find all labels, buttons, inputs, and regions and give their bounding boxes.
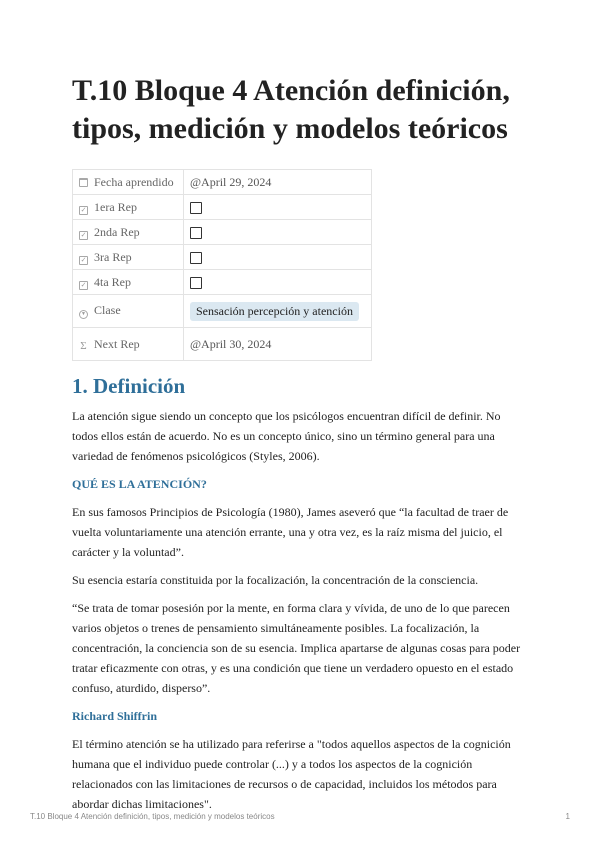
paragraph: La atención sigue siendo un concepto que los psicólogos encuentran difícil de definir. No todos ellos están de acuerdo. No es un concepto único, sino un término general para una variedad de fenómenos psicológicos (Styles, 2006).: [72, 409, 501, 463]
property-value[interactable]: @April 29, 2024: [184, 170, 372, 195]
page-title: T.10 Bloque 4 Atención definición, tipos, medición y modelos teóricos: [72, 74, 510, 145]
footer-title: T.10 Bloque 4 Atención definición, tipos, medición y modelos teóricos: [30, 812, 275, 821]
property-value: [184, 220, 372, 245]
property-row: [73, 328, 372, 361]
property-key: Fecha aprendido: [73, 170, 184, 195]
checkbox-2nda-rep[interactable]: [190, 227, 202, 239]
property-value: [184, 270, 372, 295]
checkbox-property-icon: ✓: [80, 280, 87, 289]
property-row: [73, 245, 372, 270]
subheading: Richard Shiffrin: [72, 709, 158, 723]
page-footer: [30, 812, 570, 821]
property-key: ✓ 1era Rep: [73, 195, 184, 220]
property-row: [73, 170, 372, 195]
checkbox-property-icon: ✓: [80, 255, 87, 264]
property-value: [184, 245, 372, 270]
paragraph: Su esencia estaría constituida por la focalización, la concentración de la consciencia.: [72, 573, 479, 587]
property-key: ✓ 4ta Rep: [73, 270, 184, 295]
sigma-icon: Σ: [80, 339, 87, 352]
checkbox-3ra-rep[interactable]: [190, 252, 202, 264]
calendar-icon: [79, 178, 88, 187]
checkbox-4ta-rep[interactable]: [190, 277, 202, 289]
paragraph: El término atención se ha utilizado para referirse a "todos aquellos aspectos de la cognición humana que el individuo puede controlar (...) y a todos los aspectos de la cognición relacionados con las limitaciones de recursos o de capacidad, incluidos los métodos para abordar dichas limitaciones".: [72, 737, 511, 811]
property-key: ✓ 3ra Rep: [73, 245, 184, 270]
property-row: [73, 270, 372, 295]
paragraph: En sus famosos Principios de Psicología (1980), James aseveró que “la facultad de traer de vuelta voluntariamente una atención errante, una y otra vez, es la raíz misma del juicio, el carácter y la voluntad”.: [72, 505, 509, 559]
property-row: [73, 195, 372, 220]
property-row: [73, 220, 372, 245]
property-key: Σ Next Rep: [73, 328, 184, 361]
property-value: [184, 295, 372, 328]
subheading: QUÉ ES LA ATENCIÓN?: [72, 477, 207, 491]
class-tag[interactable]: Sensación percepción y atención: [190, 302, 359, 321]
properties-table: [72, 169, 372, 361]
section-heading: 1. Definición: [72, 374, 186, 398]
checkbox-property-icon: ✓: [80, 205, 87, 214]
property-value: [184, 195, 372, 220]
section-body: [72, 406, 528, 822]
checkbox-1era-rep[interactable]: [190, 202, 202, 214]
page-number: 1: [565, 812, 570, 821]
paragraph: “Se trata de tomar posesión por la mente, en forma clara y vívida, de uno de lo que parecen varios objetos o trenes de pensamiento simultáneamente posibles. La focalización, la concentración, la conciencia son de su esencia. Implica apartarse de algunas cosas para poder tratar eficazmente con otras, y es una condición que tiene un verdadero opuesto en el estado confuso, aturdido, disperso”.: [72, 601, 521, 695]
property-key: ✓ 2nda Rep: [73, 220, 184, 245]
checkbox-property-icon: ✓: [80, 230, 87, 239]
property-value: @April 30, 2024: [184, 328, 372, 361]
select-icon: ▼: [79, 310, 88, 319]
property-row: [73, 295, 372, 328]
property-key: ▼ Clase: [73, 295, 184, 328]
